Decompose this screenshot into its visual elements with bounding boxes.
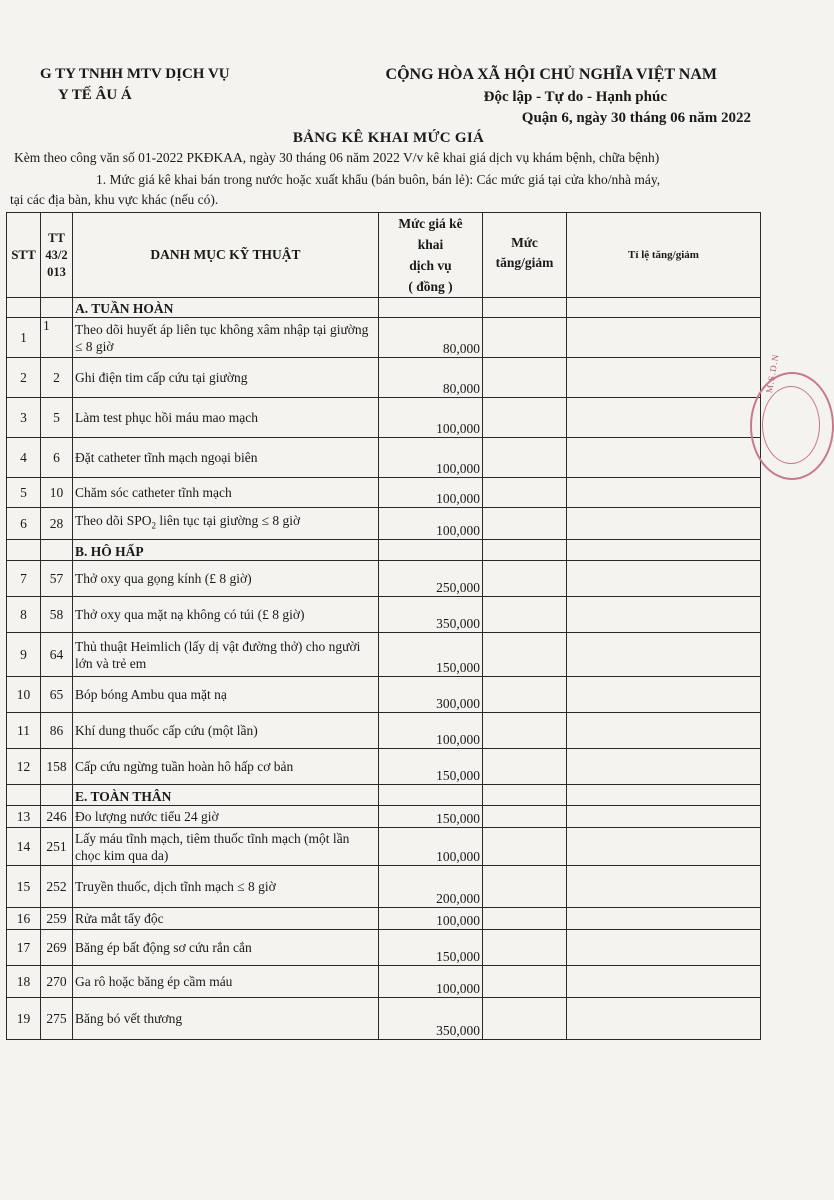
table-row — [7, 677, 761, 713]
cell-stt: 11 — [7, 713, 41, 749]
header-tt-line-1: TT — [48, 230, 65, 245]
cell-rate — [567, 358, 761, 398]
cell-price: 100,000 — [379, 478, 483, 508]
header-increase — [483, 213, 567, 298]
header-price — [379, 213, 483, 298]
paragraph-line-1: 1. Mức giá kê khai bán trong nước hoặc xuất khẩu (bán buôn, bán lẻ): Các mức giá tại cửa kho/nhà máy, — [96, 172, 661, 187]
cell-increase — [483, 930, 567, 966]
cell-name: Ga rô hoặc băng ép cầm máu — [73, 966, 379, 998]
header-tt — [41, 213, 73, 298]
cell-rate — [567, 633, 761, 677]
table-row — [7, 966, 761, 998]
reference-line: Kèm theo công văn số 01-2022 PKĐKAA, ngày 30 tháng 06 năm 2022 V/v kê khai giá dịch vụ khám bệnh, chữa bệnh) — [14, 150, 660, 165]
cell-increase — [483, 966, 567, 998]
table-row — [7, 438, 761, 478]
cell-rate — [567, 908, 761, 930]
header-stt: STT — [7, 213, 41, 298]
official-stamp-text: M.S.D.N — [764, 352, 781, 394]
cell-name: Khí dung thuốc cấp cứu (một lần) — [73, 713, 379, 749]
cell-tt: 28 — [41, 508, 73, 540]
cell-stt: 19 — [7, 998, 41, 1040]
cell-rate — [567, 966, 761, 998]
table-row — [7, 749, 761, 785]
section-title-b: B. HÔ HẤP — [73, 540, 379, 561]
table-row — [7, 597, 761, 633]
cell-name: Thủ thuật Heimlich (lấy dị vật đường thở) cho người lớn và trẻ em — [73, 633, 379, 677]
nation-name: CỘNG HÒA XÃ HỘI CHỦ NGHĨA VIỆT NAM — [385, 66, 717, 83]
cell-stt: 12 — [7, 749, 41, 785]
cell-tt: 2 — [41, 358, 73, 398]
cell-price: 250,000 — [379, 561, 483, 597]
section-row — [7, 785, 761, 806]
cell-tt: 246 — [41, 806, 73, 828]
cell-stt: 1 — [7, 318, 41, 358]
table-row — [7, 866, 761, 908]
cell-price: 80,000 — [379, 358, 483, 398]
cell-increase — [483, 828, 567, 866]
cell-rate — [567, 828, 761, 866]
cell-increase — [483, 866, 567, 908]
cell-rate — [567, 930, 761, 966]
cell-name: Chăm sóc catheter tĩnh mạch — [73, 478, 379, 508]
cell-increase — [483, 633, 567, 677]
cell-name: Lấy máu tĩnh mạch, tiêm thuốc tĩnh mạch (một lần chọc kim qua da) — [73, 828, 379, 866]
header-name: DANH MỤC KỸ THUẬT — [73, 213, 379, 298]
header-price-line-4: ( đồng ) — [408, 279, 453, 294]
cell-name-part: Theo dõi SPO — [75, 513, 152, 529]
cell-name: Cấp cứu ngừng tuần hoàn hô hấp cơ bản — [73, 749, 379, 785]
cell-tt: 251 — [41, 828, 73, 866]
cell-rate — [567, 998, 761, 1040]
company-line-1: G TY TNHH MTV DỊCH VỤ — [40, 66, 230, 82]
cell-name-subscript: 2 — [151, 520, 157, 531]
cell-price: 300,000 — [379, 677, 483, 713]
section-title-e: E. TOÀN THÂN — [73, 785, 379, 806]
cell-price: 150,000 — [379, 633, 483, 677]
cell-increase — [483, 561, 567, 597]
cell-tt: 6 — [41, 438, 73, 478]
cell-stt: 18 — [7, 966, 41, 998]
cell-rate — [567, 806, 761, 828]
nation-motto: Độc lập - Tự do - Hạnh phúc — [483, 89, 667, 105]
cell-rate — [567, 749, 761, 785]
company-line-2: Y TẾ ÂU Á — [58, 87, 132, 103]
cell-increase — [483, 806, 567, 828]
cell-rate — [567, 866, 761, 908]
cell-tt: 10 — [41, 478, 73, 508]
cell-price: 100,000 — [379, 713, 483, 749]
cell-rate — [567, 508, 761, 540]
cell-price: 350,000 — [379, 998, 483, 1040]
cell-increase — [483, 713, 567, 749]
cell-increase — [483, 998, 567, 1040]
table-row — [7, 713, 761, 749]
table-row — [7, 508, 761, 540]
cell-price: 100,000 — [379, 908, 483, 930]
official-stamp-inner-ring — [762, 386, 820, 464]
cell-increase — [483, 318, 567, 358]
section-row — [7, 540, 761, 561]
cell-stt: 17 — [7, 930, 41, 966]
cell-name-part: liên tục tại giường ≤ 8 giờ — [156, 513, 301, 529]
section-title-a: A. TUẦN HOÀN — [73, 298, 379, 318]
cell-price: 100,000 — [379, 828, 483, 866]
table-row — [7, 633, 761, 677]
header-price-line-1: Mức giá kê — [398, 216, 463, 231]
cell-tt: 252 — [41, 866, 73, 908]
cell-tt: 65 — [41, 677, 73, 713]
header-increase-line-1: Mức — [511, 235, 538, 250]
table-row — [7, 398, 761, 438]
cell-name: Bóp bóng Ambu qua mặt nạ — [73, 677, 379, 713]
table-row — [7, 998, 761, 1040]
table-row — [7, 908, 761, 930]
cell-price: 100,000 — [379, 398, 483, 438]
cell-stt: 7 — [7, 561, 41, 597]
cell-stt: 14 — [7, 828, 41, 866]
cell-stt: 8 — [7, 597, 41, 633]
price-table — [6, 212, 761, 1040]
cell-stt: 4 — [7, 438, 41, 478]
table-header-row — [7, 213, 761, 298]
cell-stt: 16 — [7, 908, 41, 930]
cell-increase — [483, 438, 567, 478]
cell-increase — [483, 478, 567, 508]
cell-name: Theo dõi huyết áp liên tục không xâm nhập tại giường ≤ 8 giờ — [73, 318, 379, 358]
cell-stt: 2 — [7, 358, 41, 398]
cell-price: 100,000 — [379, 438, 483, 478]
table-row — [7, 930, 761, 966]
cell-price: 100,000 — [379, 966, 483, 998]
cell-name: Ghi điện tim cấp cứu tại giường — [73, 358, 379, 398]
cell-rate — [567, 561, 761, 597]
document-date: Quận 6, ngày 30 tháng 06 năm 2022 — [521, 110, 751, 126]
cell-price: 150,000 — [379, 930, 483, 966]
cell-name: Băng ép bất động sơ cứu rắn cắn — [73, 930, 379, 966]
national-header — [385, 64, 751, 129]
cell-increase — [483, 358, 567, 398]
table-row — [7, 478, 761, 508]
table-row — [7, 806, 761, 828]
cell-rate — [567, 597, 761, 633]
cell-name: Rửa mắt tẩy độc — [73, 908, 379, 930]
cell-name: Thở oxy qua gọng kính (£ 8 giờ) — [73, 561, 379, 597]
cell-increase — [483, 749, 567, 785]
cell-stt: 10 — [7, 677, 41, 713]
header-price-line-2: khai — [417, 237, 444, 252]
cell-name: Đo lượng nước tiểu 24 giờ — [73, 806, 379, 828]
cell-increase — [483, 398, 567, 438]
table-row — [7, 828, 761, 866]
cell-tt: 57 — [41, 561, 73, 597]
header-price-line-3: dịch vụ — [409, 258, 452, 273]
cell-stt: 5 — [7, 478, 41, 508]
cell-increase — [483, 677, 567, 713]
cell-name: Truyền thuốc, dịch tĩnh mạch ≤ 8 giờ — [73, 866, 379, 908]
cell-stt: 6 — [7, 508, 41, 540]
cell-stt: 15 — [7, 866, 41, 908]
document-title: BẢNG KÊ KHAI MỨC GIÁ — [292, 130, 485, 146]
cell-tt: 270 — [41, 966, 73, 998]
cell-name: Đặt catheter tĩnh mạch ngoại biên — [73, 438, 379, 478]
table-row — [7, 358, 761, 398]
cell-tt: 269 — [41, 930, 73, 966]
cell-rate — [567, 677, 761, 713]
cell-increase — [483, 508, 567, 540]
table-row — [7, 561, 761, 597]
cell-price: 350,000 — [379, 597, 483, 633]
cell-price: 200,000 — [379, 866, 483, 908]
official-stamp — [750, 372, 834, 480]
cell-stt: 3 — [7, 398, 41, 438]
cell-rate — [567, 478, 761, 508]
cell-rate — [567, 713, 761, 749]
header-tt-line-3: 013 — [47, 264, 66, 279]
cell-tt: 5 — [41, 398, 73, 438]
cell-price: 100,000 — [379, 508, 483, 540]
cell-tt: 259 — [41, 908, 73, 930]
cell-price: 150,000 — [379, 806, 483, 828]
cell-tt: 158 — [41, 749, 73, 785]
cell-tt: 58 — [41, 597, 73, 633]
cell-rate — [567, 438, 761, 478]
cell-stt: 9 — [7, 633, 41, 677]
cell-rate — [567, 398, 761, 438]
cell-name — [73, 508, 379, 540]
cell-price: 150,000 — [379, 749, 483, 785]
header-rate: Tỉ lệ tăng/giảm — [567, 213, 761, 298]
cell-stt: 13 — [7, 806, 41, 828]
cell-increase — [483, 908, 567, 930]
paragraph-line-2: tại các địa bàn, khu vực khác (nếu có). — [10, 192, 219, 207]
cell-name: Băng bó vết thương — [73, 998, 379, 1040]
cell-tt: 275 — [41, 998, 73, 1040]
cell-rate — [567, 318, 761, 358]
cell-increase — [483, 597, 567, 633]
cell-name: Làm test phục hồi máu mao mạch — [73, 398, 379, 438]
cell-tt: 1 — [41, 318, 73, 358]
cell-price: 80,000 — [379, 318, 483, 358]
header-tt-line-2: 43/2 — [45, 247, 68, 262]
cell-name: Thở oxy qua mặt nạ không có túi (£ 8 giờ) — [73, 597, 379, 633]
cell-tt: 86 — [41, 713, 73, 749]
company-name — [40, 64, 230, 106]
header-increase-line-2: tăng/giảm — [495, 255, 554, 270]
section-row — [7, 298, 761, 318]
cell-tt: 64 — [41, 633, 73, 677]
table-row — [7, 318, 761, 358]
